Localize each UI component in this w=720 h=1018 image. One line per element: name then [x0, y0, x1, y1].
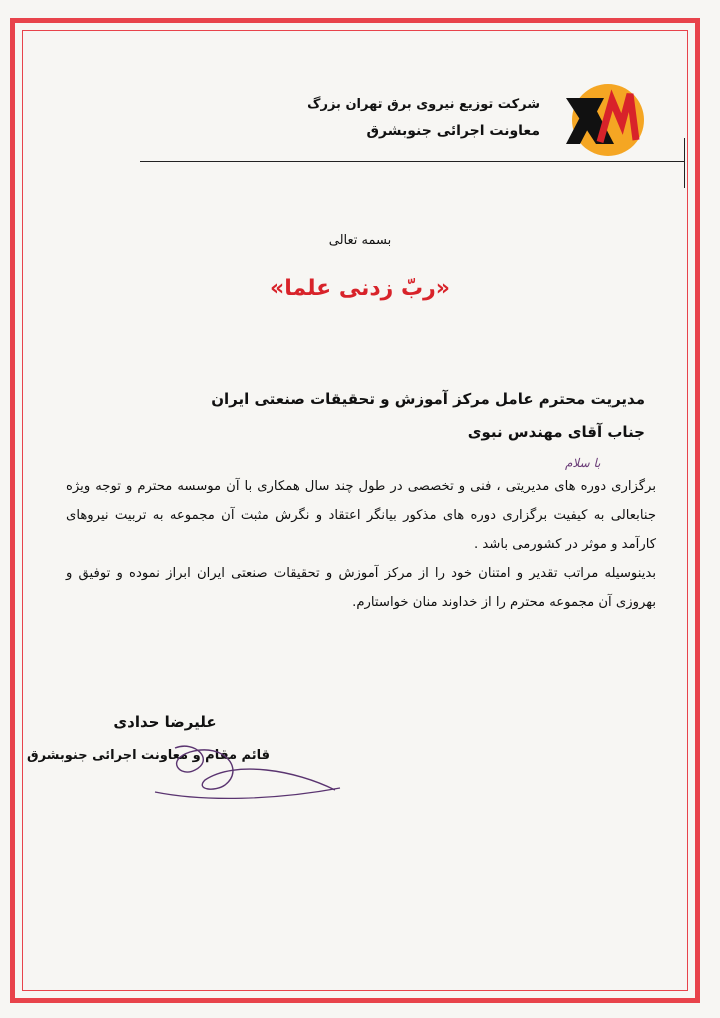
- signer-title: قائم مقام و معاونت اجرائی جنوبشرق: [26, 748, 270, 763]
- company-logo-icon: [556, 72, 652, 168]
- body-paragraph-2: بدینوسیله مراتب تقدیر و امتنان خود را از مرکز آموزش و تحقیقات صنعتی ایران ابراز نموده و توفیق و بهروزی آن مجموعه محترم را از خداوند منان خواستارم.: [66, 566, 656, 610]
- recipient-person: جناب آقای مهندس نبوی: [467, 423, 645, 441]
- company-name: شرکت توزیع نیروی برق تهران بزرگ: [307, 97, 540, 112]
- department-name: معاونت اجرائی جنوبشرق: [366, 123, 540, 139]
- motto-heading: «ربّ زدنی علما»: [269, 276, 450, 301]
- opening-invocation: بسمه تعالی: [328, 233, 392, 248]
- header-divider-vertical: [684, 138, 685, 188]
- body-paragraph-1: برگزاری دوره های مدیریتی ، فنی و تخصصی در طول چند سال همکاری با آن موسسه محترم و توجه ویژه جنابعالی به کیفیت برگزاری دوره های مذکور بیانگر اعتقاد و نگرش مثبت آن مجموعه به تربیت نیروهای کارآمد و موثر در کشورمی باشد .: [66, 479, 656, 552]
- signer-name: علیرضا حدادی: [113, 713, 217, 731]
- recipient-block: [211, 383, 645, 449]
- handwritten-signature-icon: [135, 730, 355, 810]
- letter-body: [66, 472, 656, 617]
- header-divider: [140, 161, 685, 162]
- handwritten-greeting: با سلام: [565, 456, 601, 470]
- recipient-organization: مدیریت محترم عامل مرکز آموزش و تحقیقات صنعتی ایران: [211, 390, 645, 408]
- company-header: [307, 92, 540, 144]
